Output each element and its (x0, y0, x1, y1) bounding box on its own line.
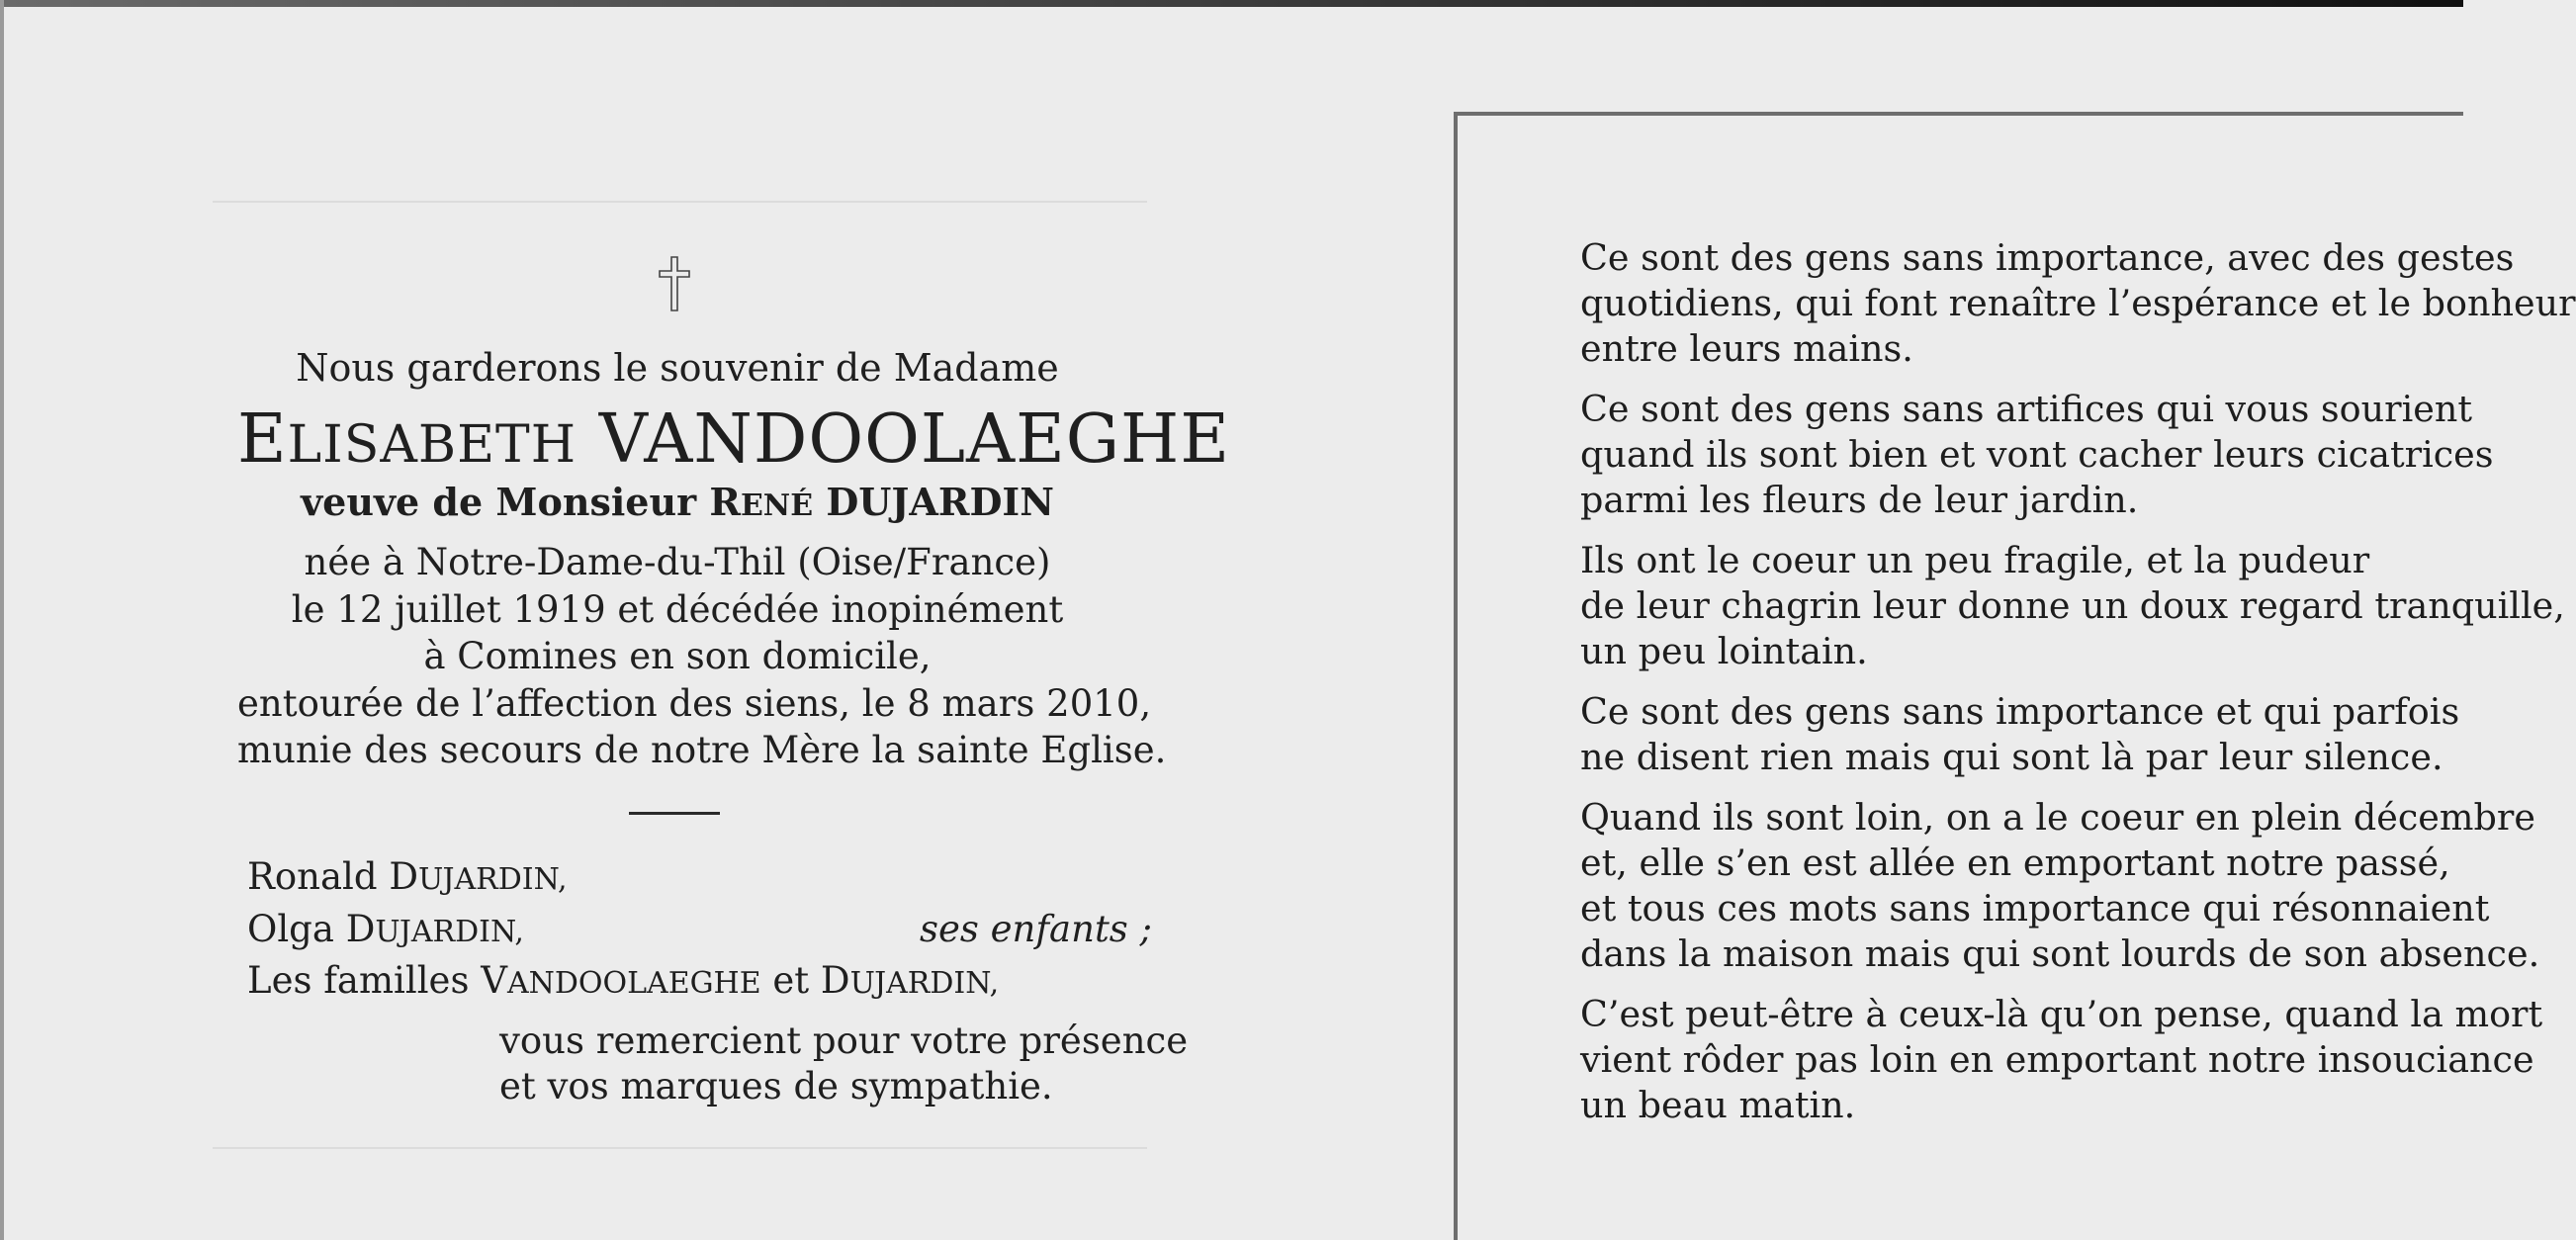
poem-line: Ce sont des gens sans importance, avec des gestes (1580, 236, 2515, 279)
poem-line: Ce sont des gens sans artifices qui vous sourient (1580, 388, 2473, 430)
poem-line: vient rôder pas loin en emportant notre insouciance (1580, 1038, 2534, 1081)
poem-line: ne disent rien mais qui sont là par leur silence. (1580, 736, 2443, 778)
poem-stanza (1580, 538, 2565, 674)
poem-line: C’est peut-être à ceux-là qu’on pense, quand la mort (1580, 993, 2543, 1035)
poem-line: Ce sont des gens sans importance et qui parfois (1580, 690, 2460, 733)
child2-first-name: Olga (247, 908, 334, 950)
poem-line: quand ils sont bien et vont cacher leurs cicatrices (1580, 433, 2494, 476)
poem (1580, 235, 2576, 1143)
poem-stanza (1580, 387, 2494, 523)
child2-last-rest: UJARDIN, (375, 915, 524, 949)
widow-prefix: veuve de Monsieur (301, 480, 697, 524)
widow-line (237, 480, 1117, 524)
bio-line: à Comines en son domicile, (423, 635, 932, 677)
families-and: et (772, 959, 810, 1002)
husband-last-name: DUJARDIN (826, 480, 1054, 524)
faint-bottom-rule (213, 1147, 1147, 1149)
thanks-text (499, 1019, 1188, 1109)
deceased-first-rest: LISABETH (287, 415, 577, 475)
poem-line: un beau matin. (1580, 1084, 1856, 1126)
children-role: ses enfants ; (920, 908, 1153, 950)
biography (237, 539, 1167, 774)
poem-line: quotidiens, qui font renaître l’espérance et le bonheur (1580, 282, 2576, 324)
family2-initial: D (820, 959, 850, 1002)
child2-last-initial: D (345, 908, 376, 950)
thanks-line: vous remercient pour votre présence (499, 1019, 1189, 1062)
poem-stanza (1580, 992, 2543, 1128)
family-child-1 (247, 855, 568, 898)
deceased-first-initial: E (237, 400, 288, 479)
poem-line: Quand ils sont loin, on a le coeur en plein décembre (1580, 796, 2535, 839)
child1-last-rest: UJARDIN, (417, 862, 568, 897)
deceased-last-name: VANDOOLAEGHE (598, 400, 1230, 479)
poem-line: un peu lointain. (1580, 630, 1868, 672)
bio-line: le 12 juillet 1919 et décédée inopinément (291, 587, 1064, 631)
intro-text: Nous garderons le souvenir de Madame (296, 346, 1059, 390)
thanks-line: et vos marques de sympathie. (499, 1065, 1053, 1107)
bio-line: née à Notre-Dame-du-Thil (Oise/France) (304, 541, 1051, 583)
poem-line: Ils ont le coeur un peu fragile, et la pudeur (1580, 539, 2370, 581)
poem-stanza (1580, 689, 2460, 780)
child1-last-initial: D (389, 855, 418, 898)
poem-line: dans la maison mais qui sont lourds de son absence. (1580, 932, 2540, 975)
bio-line: munie des secours de notre Mère la sainte Eglise. (237, 729, 1167, 771)
poem-line: entre leurs mains. (1580, 327, 1913, 370)
poem-stanza (1580, 795, 2540, 977)
poem-stanza (1580, 235, 2576, 372)
poem-line: et, elle s’en est allée en emportant notre passé, (1580, 841, 2450, 884)
husband-first-initial: R (709, 480, 741, 524)
faint-top-rule (213, 201, 1147, 203)
cross-icon (657, 255, 692, 312)
family2-rest: UJARDIN, (849, 966, 1000, 1001)
bio-line: entourée de l’affection des siens, le 8 mars 2010, (237, 681, 1152, 725)
deceased-name (237, 400, 1230, 479)
family-households (247, 959, 999, 1002)
poem-line: et tous ces mots sans importance qui résonnaient (1580, 887, 2490, 930)
family1-rest: ANDOOLAEGHE (506, 966, 761, 1001)
families-prefix: Les familles (247, 959, 470, 1002)
poem-line: parmi les fleurs de leur jardin. (1580, 479, 2139, 521)
section-divider (629, 812, 720, 815)
child1-first-name: Ronald (247, 855, 378, 898)
husband-first-rest: ENÉ (740, 488, 814, 523)
family1-initial: V (481, 959, 507, 1002)
poem-line: de leur chagrin leur donne un doux regard tranquille, (1580, 584, 2565, 627)
family-child-2 (247, 908, 524, 950)
